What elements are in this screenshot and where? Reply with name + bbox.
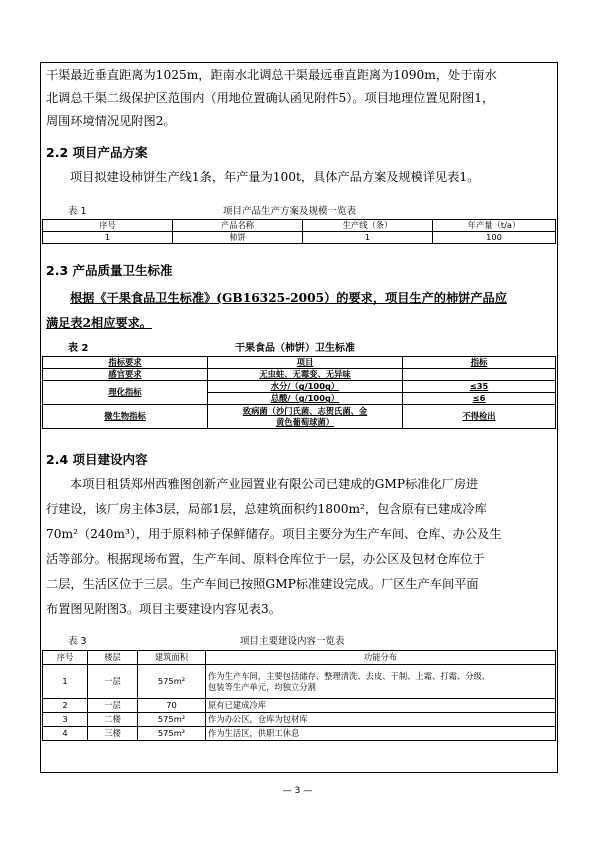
table-1-title: 项目产品生产方案及规模一览表 <box>223 206 357 217</box>
section-2-4-line-3: 70m²（240m³），用于原料柿子保鲜储存。项目主要分为生产车间、仓库、办公及生 <box>46 527 502 541</box>
table-3-cell: 3 <box>43 713 88 727</box>
table-2-header: 指标要求 <box>43 357 208 369</box>
table-2-cell: 微生物指标 <box>43 405 208 429</box>
intro-line-2: 北调总干渠二级保护区范围内（用地位置确认函见附件5）。项目地理位置见附图1， <box>46 91 495 105</box>
row-1-func-line-2: 包装等生产单元，均独立分割 <box>208 681 316 692</box>
table-3-header: 建筑面积 <box>138 651 206 665</box>
intro-line-3: 周围环境情况见附图2。 <box>46 114 176 128</box>
table-3-cell: 575m² <box>138 713 206 727</box>
table-3 <box>42 650 556 741</box>
section-2-4-line-6: 布置图见附图3。项目主要建设内容见表3。 <box>46 602 281 616</box>
table-1 <box>42 219 556 244</box>
intro-line-1: 干渠最近垂直距离为1025m，距南水北调总干渠最远垂直距离为1090m，处于南水 <box>46 68 497 82</box>
section-2-4-heading: 2.4 项目建设内容 <box>46 452 148 467</box>
section-2-3-para-line-2: 满足表2相应要求。 <box>46 316 152 330</box>
table-3-cell: 2 <box>43 699 88 713</box>
table-2-cell: 无虫蛀、无霉变、无异味 <box>208 369 403 381</box>
table-2 <box>42 356 556 429</box>
section-2-4-line-5: 二层，生活区位于三层。生产车间已按照GMP标准建设完成。厂区生产车间平面 <box>46 577 479 591</box>
table-1-cell: 柿饼 <box>173 232 303 244</box>
table-2-cell: 感官要求 <box>43 369 208 381</box>
table-1-cell: 100 <box>433 232 556 244</box>
table-3-cell: 原有已建成冷库 <box>206 699 556 713</box>
table-1-cell: 1 <box>43 232 173 244</box>
table-3-number: 表 3 <box>68 636 87 647</box>
pathogen-line-1: 致病菌（沙门氏菌、志贺氏菌、金 <box>242 406 368 416</box>
section-2-3-para-line-1: 根据《干果食品卫生标准》(GB16325-2005）的要求，项目生产的柿饼产品应 <box>70 291 507 305</box>
table-3-header: 功能分布 <box>206 651 556 665</box>
table-3-cell: 作为办公区，仓库为包材库 <box>206 713 556 727</box>
table-3-title: 项目主要建设内容一览表 <box>240 636 345 647</box>
table-1-header: 产品名称 <box>173 220 303 232</box>
table-3-cell: 一层 <box>88 699 138 713</box>
table-3-cell: 1 <box>43 665 88 699</box>
table-1-header: 生产线（条） <box>303 220 433 232</box>
table-1-header: 序号 <box>43 220 173 232</box>
table-3-cell: 作为生活区，供职工休息 <box>206 727 556 741</box>
section-2-3-heading: 2.3 产品质量卫生标准 <box>46 263 173 278</box>
section-2-4-line-1: 本项目租赁郑州西雅图创新产业园置业有限公司已建成的GMP标准化厂房进 <box>70 477 479 491</box>
table-1-cell: 1 <box>303 232 433 244</box>
table-2-cell: 水分/（g/100g） <box>208 381 403 393</box>
page-number: — 3 — <box>282 786 313 796</box>
table-2-cell <box>208 405 403 429</box>
table-2-title: 干果食品（柿饼）卫生标准 <box>235 343 355 354</box>
pathogen-line-2: 黄色葡萄球菌） <box>275 416 335 427</box>
section-2-4-line-2: 行建设，该厂房主体3层，局部1层，总建筑面积约1800m²，包含原有已建成冷库 <box>46 502 487 516</box>
table-2-number: 表 2 <box>68 343 89 354</box>
table-2-cell: ≤35 <box>403 381 556 393</box>
table-2-header: 指标 <box>403 357 556 369</box>
table-3-cell: 一层 <box>88 665 138 699</box>
table-3-cell: 575m² <box>138 665 206 699</box>
table-2-cell: 不得检出 <box>403 405 556 429</box>
table-3-cell: 575m² <box>138 727 206 741</box>
section-2-2-heading: 2.2 项目产品方案 <box>46 145 148 160</box>
table-1-number: 表 1 <box>68 206 87 217</box>
table-3-cell <box>206 665 556 699</box>
table-2-cell: 理化指标 <box>43 381 208 405</box>
table-2-cell: ≤6 <box>403 393 556 405</box>
table-2-header: 项目 <box>208 357 403 369</box>
section-2-2-para: 项目拟建设柿饼生产线1条，年产量为100t，具体产品方案及规模详见表1。 <box>70 170 480 184</box>
table-3-header: 序号 <box>43 651 88 665</box>
table-3-cell: 4 <box>43 727 88 741</box>
table-3-cell: 70 <box>138 699 206 713</box>
table-3-header: 楼层 <box>88 651 138 665</box>
table-1-header: 年产量（t/a） <box>433 220 556 232</box>
table-3-cell: 三楼 <box>88 727 138 741</box>
section-2-4-line-4: 活等部分。根据现场布置，生产车间、原料仓库位于一层，办公区及包材仓库位于 <box>46 552 485 566</box>
table-2-cell: 总酸/（g/100g） <box>208 393 403 405</box>
row-1-func-line-1: 作为生产车间，主要包括储存、整理清洗、去皮、干制、上霜、打霜、分级、 <box>208 671 491 681</box>
table-3-cell: 二楼 <box>88 713 138 727</box>
